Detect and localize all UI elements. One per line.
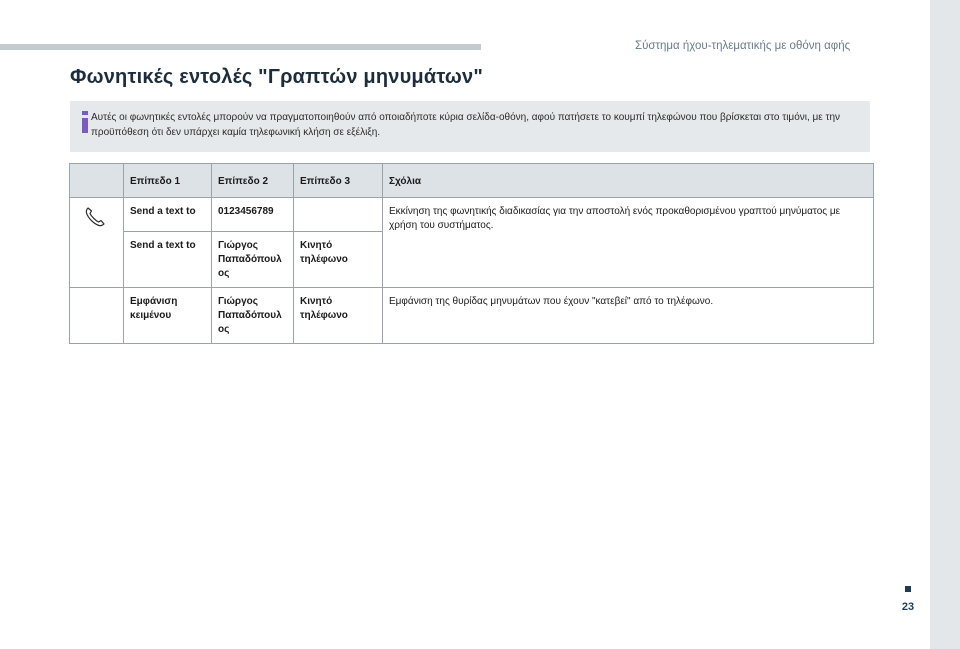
table-row (70, 288, 874, 344)
row-3-comment: Εμφάνιση της θυρίδας μηνυμάτων που έχουν "κατεβεί" από το τηλέφωνο. (383, 288, 874, 344)
row-3-icon-cell (70, 288, 124, 344)
header-level-2: Επίπεδο 2 (212, 164, 294, 198)
page-marker (905, 586, 911, 592)
row-2-level-1: Send a text to (124, 232, 212, 288)
header-level-3: Επίπεδο 3 (294, 164, 383, 198)
header-icon-column (70, 164, 124, 198)
page-side-band (930, 0, 960, 649)
phone-icon (84, 206, 106, 228)
row-1-level-3 (294, 198, 383, 232)
page-number: 23 (901, 601, 915, 613)
row-3-level-2: Γιώργος Παπαδόπουλος (212, 288, 294, 344)
table-header-row (70, 164, 874, 198)
phone-icon-cell (70, 198, 124, 288)
section-title: Σύστημα ήχου-τηλεματικής με οθόνη αφής (635, 40, 851, 52)
page-title: Φωνητικές εντολές "Γραπτών μηνυμάτων" (70, 66, 484, 88)
header-level-1: Επίπεδο 1 (124, 164, 212, 198)
info-box (70, 101, 870, 152)
header-rule (0, 44, 481, 50)
table-row (70, 198, 874, 232)
row-1-comment: Εκκίνηση της φωνητικής διαδικασίας για την αποστολή ενός προκαθορισμένου γραπτού μηνύματος με χρήση του συστήματος. (383, 198, 874, 288)
row-3-level-3: Κινητό τηλέφωνο (294, 288, 383, 344)
row-2-level-3: Κινητό τηλέφωνο (294, 232, 383, 288)
row-1-level-2: 0123456789 (212, 198, 294, 232)
voice-commands-table (69, 163, 874, 344)
header-comments: Σχόλια (383, 164, 874, 198)
row-1-level-1: Send a text to (124, 198, 212, 232)
info-text: Αυτές οι φωνητικές εντολές μπορούν να πραγματοποιηθούν από οποιαδήποτε κύρια σελίδα-οθόνη, αφού πατήσετε το κουμπί τηλεφώνου που βρίσκεται στο τιμόνι, με την προϋπόθεση ότι δεν υπάρχει καμία τηλεφωνική κλήση σε εξέλιξη. (91, 112, 841, 138)
row-3-level-1: Εμφάνιση κειμένου (124, 288, 212, 344)
row-2-level-2: Γιώργος Παπαδόπουλος (212, 232, 294, 288)
info-icon (79, 111, 91, 133)
